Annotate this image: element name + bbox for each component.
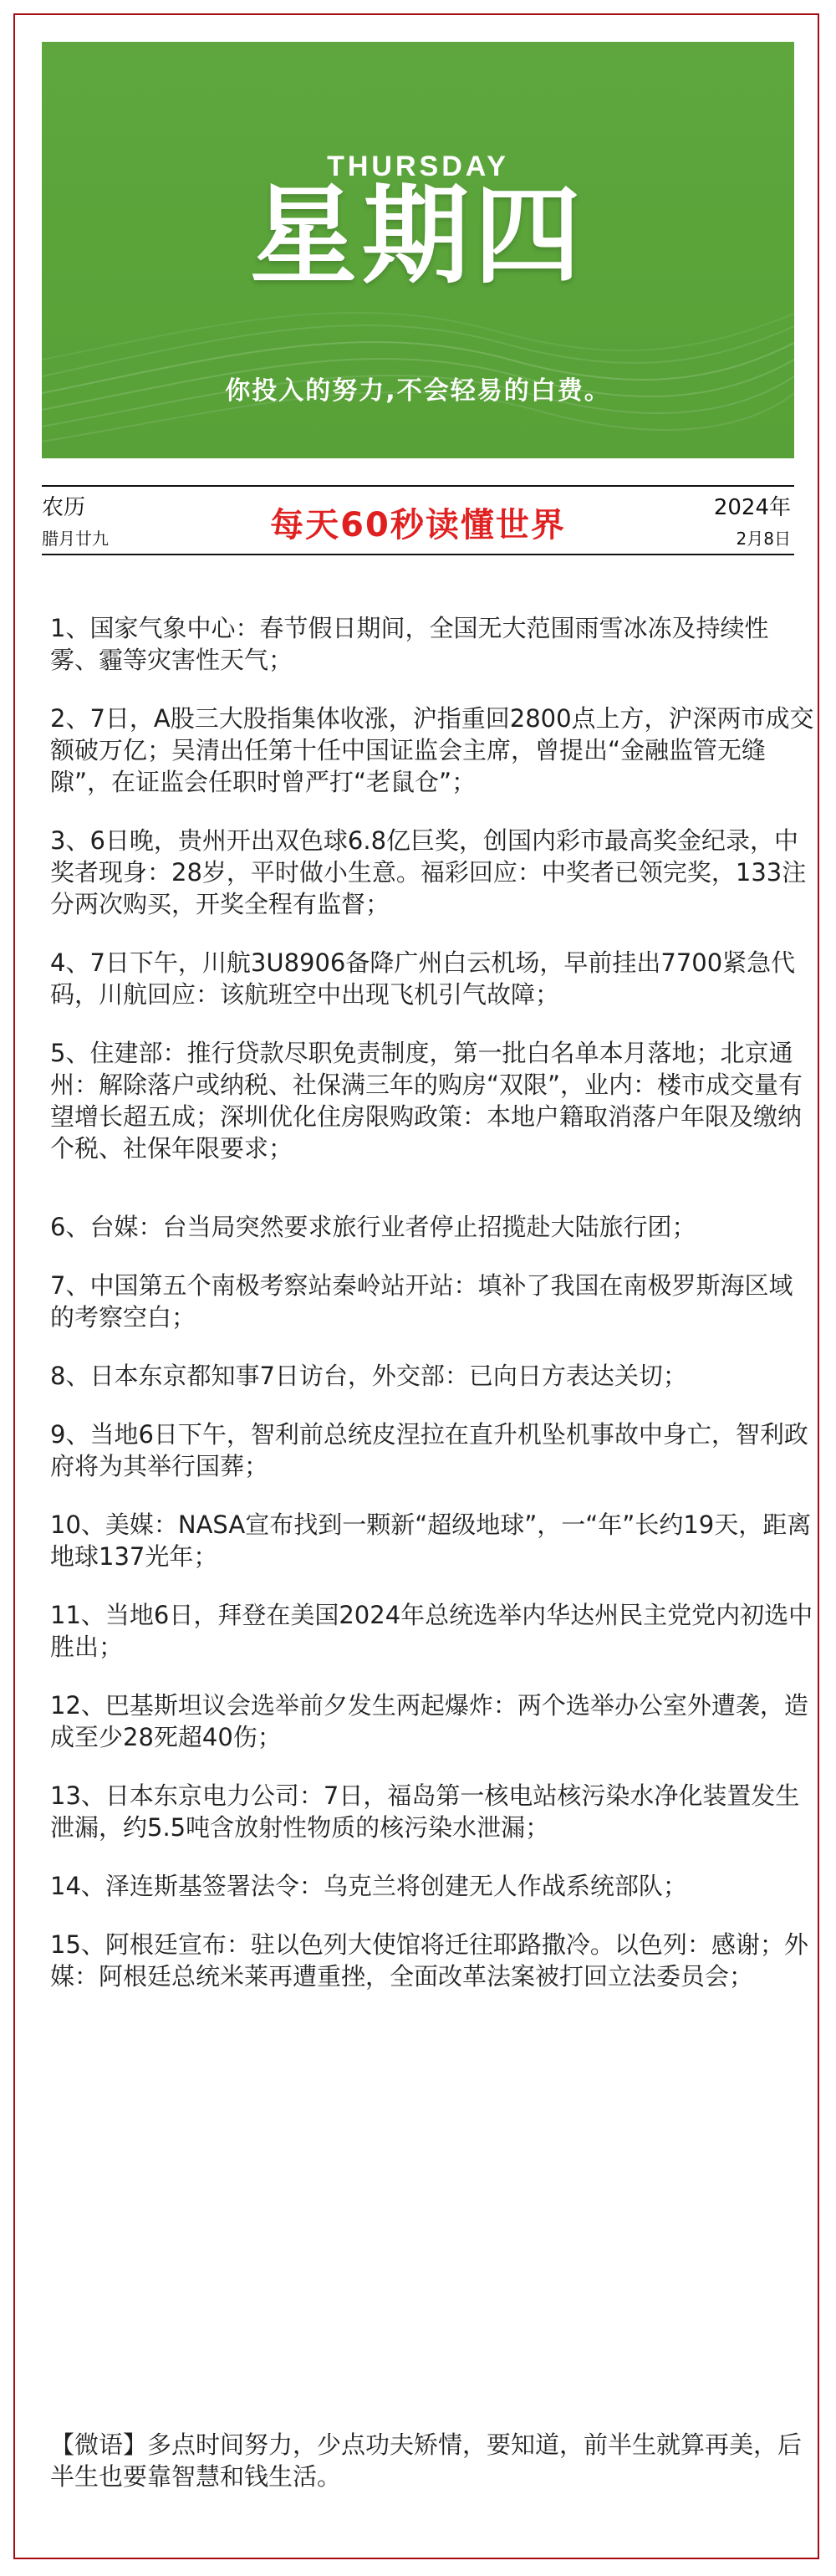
news-item: 2、7日，A股三大股指集体收涨，沪指重回2800点上方，沪深两市成交额破万亿；吴清出任第十任中国证监会主席，曾提出“金融监管无缝隙”，在证监会任职时曾严打“老鼠仓”； (50, 704, 814, 796)
news-item: 9、当地6日下午，智利前总统皮涅拉在直升机坠机事故中身亡，智利政府将为其举行国葬； (50, 1420, 808, 1480)
news-item: 6、台媒：台当局突然要求旅行业者停止招揽赴大陆旅行团； (50, 1213, 696, 1241)
news-item: 13、日本东京电力公司：7日，福岛第一核电站核污染水净化装置发生泄漏，约5.5吨含放射性物质的核污染水泄漏； (50, 1781, 800, 1842)
lunar-calendar-label: 农历 (42, 495, 86, 520)
news-item: 4、7日下午，川航3U8906备降广州白云机场，早前挂出7700紧急代码，川航回应：该航班空中出现飞机引气故障； (50, 948, 796, 1009)
news-item: 12、巴基斯坦议会选举前夕发生两起爆炸：两个选举办公室外遭袭，造成至少28死超40伤； (50, 1691, 808, 1751)
lunar-date: 腊月廿九 (42, 529, 109, 549)
weekday-banner (42, 42, 794, 458)
date-bar (42, 485, 794, 555)
weekday-english: THURSDAY (327, 151, 509, 182)
news-item: 5、住建部：推行贷款尽职免责制度，第一批白名单本月落地；北京通州：解除落户或纳税、社保满三年的购房“双限”，业内：楼市成交量有望增长超五成；深圳优化住房限购政策：本地户籍取消落户年限及缴纳个税、社保年限要求； (50, 1039, 803, 1163)
news-item: 11、当地6日，拜登在美国2024年总统选举内华达州民主党党内初选中胜出； (50, 1601, 813, 1661)
weekday-chinese: 星期四 (249, 174, 586, 299)
news-item: 15、阿根廷宣布：驻以色列大使馆将迁往耶路撒冷。以色列：感谢；外媒：阿根廷总统米莱再遭重挫，全面改革法案被打回立法委员会； (50, 1930, 808, 1991)
news-item: 8、日本东京都知事7日访台，外交部：已向日方表达关切； (50, 1362, 687, 1390)
year: 2024年 (713, 495, 791, 520)
news-item: 1、国家气象中心：春节假日期间，全国无大范围雨雪冰冻及持续性雾、霾等灾害性天气； (50, 614, 769, 674)
news-item: 7、中国第五个南极考察站秦岭站开站：填补了我国在南极罗斯海区域的考察空白； (50, 1271, 793, 1331)
page-title: 每天60秒读懂世界 (270, 506, 566, 544)
news-item: 10、美媒：NASA宣布找到一颗新“超级地球”，一“年”长约19天，距离地球137光年； (50, 1510, 812, 1571)
month-day: 2月8日 (736, 529, 791, 549)
news-item: 3、6日晚，贵州开出双色球6.8亿巨奖，创国内彩市最高奖金纪录，中奖者现身：28岁，平时做小生意。福彩回应：中奖者已领完奖，133注分两次购买，开奖全程有监督； (50, 826, 807, 918)
news-list (50, 612, 816, 2019)
daily-quote: 【微语】多点时间努力，少点功夫矫情，要知道，前半生就算再美，后半生也要靠智慧和钱生活。 (50, 2430, 803, 2491)
banner-motto: 你投入的努力,不会轻易的白费。 (225, 376, 611, 406)
news-item: 14、泽连斯基签署法令：乌克兰将创建无人作战系统部队； (50, 1872, 687, 1900)
